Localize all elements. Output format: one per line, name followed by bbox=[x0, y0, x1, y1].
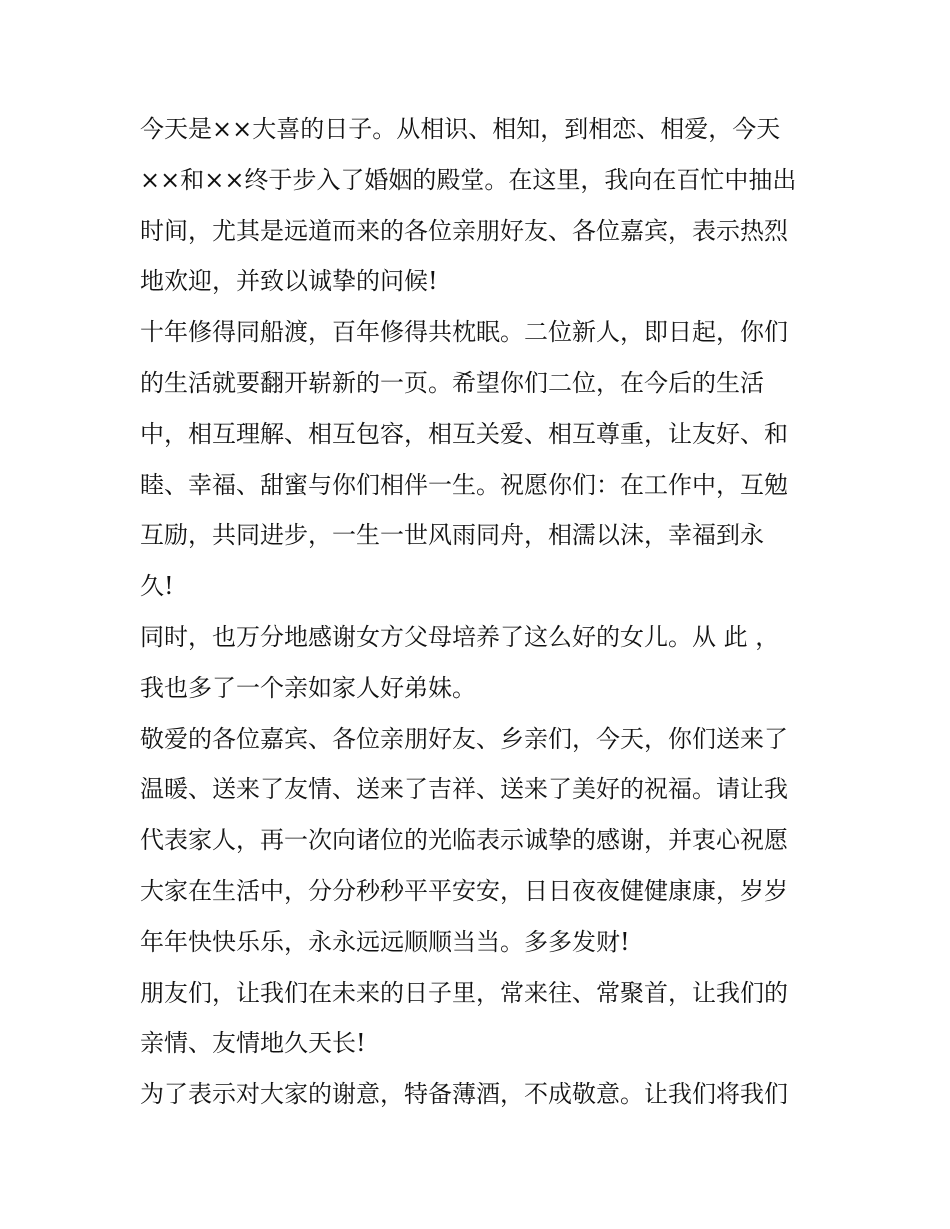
paragraph-4 bbox=[140, 714, 820, 968]
text-line: 代表家人，再一次向诸位的光临表示诚挚的感谢，并衷心祝愿 bbox=[140, 826, 788, 855]
paragraph-6 bbox=[140, 1069, 820, 1120]
paragraph-1 bbox=[140, 104, 820, 307]
text-line: 十年修得同船渡，百年修得共枕眠。二位新人，即日起，你们 bbox=[140, 318, 788, 347]
text-line: 我也多了一个亲如家人好弟妹。 bbox=[140, 673, 476, 702]
text-line: 中，相互理解、相互包容，相互关爱、相互尊重，让友好、和 bbox=[140, 419, 788, 448]
text-line: ××和××终于步入了婚姻的殿堂。在这里，我向在百忙中抽出 bbox=[140, 165, 797, 194]
text-line: 久! bbox=[140, 572, 174, 601]
document-body bbox=[140, 104, 820, 1120]
text-line: 亲情、友情地久天长! bbox=[140, 1029, 366, 1058]
text-line: 的生活就要翻开崭新的一页。希望你们二位，在今后的生活 bbox=[140, 368, 764, 397]
text-line: 睦、幸福、甜蜜与你们相伴一生。祝愿你们：在工作中，互勉 bbox=[140, 470, 788, 499]
text-line: 年年快快乐乐，永永远远顺顺当当。多多发财! bbox=[140, 927, 630, 956]
text-line: 互励，共同进步，一生一世风雨同舟，相濡以沫，幸福到永 bbox=[140, 521, 764, 550]
text-line: 朋友们，让我们在未来的日子里，常来往、常聚首，让我们的 bbox=[140, 978, 788, 1007]
text-line: 敬爱的各位嘉宾、各位亲朋好友、乡亲们，今天，你们送来了 bbox=[140, 724, 788, 753]
paragraph-2 bbox=[140, 307, 820, 612]
text-line: 今天是××大喜的日子。从相识、相知，到相恋、相爱，今天 bbox=[140, 115, 781, 143]
text-line: 温暖、送来了友情、送来了吉祥、送来了美好的祝福。请让我 bbox=[140, 775, 788, 804]
text-line: 同时，也万分地感谢女方父母培养了这么好的女儿。从 此 ， bbox=[140, 622, 780, 651]
paragraph-3 bbox=[140, 612, 820, 714]
text-line: 时间，尤其是远道而来的各位亲朋好友、各位嘉宾，表示热烈 bbox=[140, 216, 788, 245]
text-line: 地欢迎，并致以诚挚的问候! bbox=[140, 267, 438, 296]
paragraph-5 bbox=[140, 968, 820, 1070]
text-line: 大家在生活中，分分秒秒平平安安，日日夜夜健健康康，岁岁 bbox=[140, 876, 788, 905]
text-line: 为了表示对大家的谢意，特备薄酒，不成敬意。让我们将我们 bbox=[140, 1080, 788, 1109]
